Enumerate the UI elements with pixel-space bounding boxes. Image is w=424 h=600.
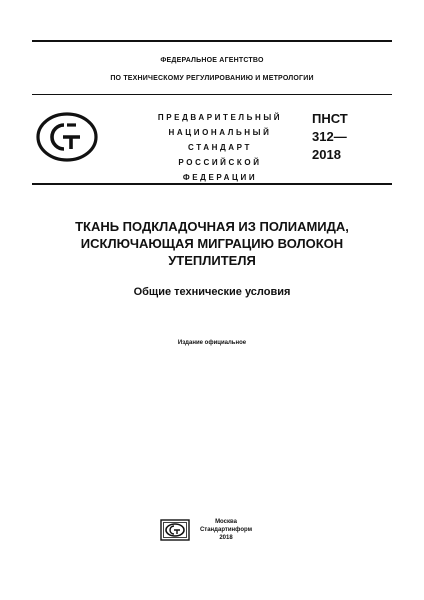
standard-type-block — [140, 110, 300, 185]
standard-type-line: ФЕДЕРАЦИИ — [182, 173, 258, 182]
agency-subtitle: ПО ТЕХНИЧЕСКОМУ РЕГУЛИРОВАНИЮ И МЕТРОЛОГИИ — [110, 75, 314, 82]
top-rule — [32, 40, 392, 42]
publisher-name: Стандартинформ — [199, 527, 253, 533]
standard-code-number: 312— — [312, 129, 347, 144]
title-line: УТЕПЛИТЕЛЯ — [168, 253, 256, 268]
standard-code-prefix: ПНСТ — [312, 111, 348, 126]
edition-note: Издание официальное — [177, 340, 247, 346]
standard-type-line: СТАНДАРТ — [188, 143, 252, 152]
title-line: ИСКЛЮЧАЮЩАЯ МИГРАЦИЮ ВОЛОКОН — [80, 236, 344, 251]
title-line: ТКАНЬ ПОДКЛАДОЧНАЯ ИЗ ПОЛИАМИДА, — [75, 219, 349, 234]
agency-name: ФЕДЕРАЛЬНОЕ АГЕНТСТВО — [160, 57, 264, 64]
document-subtitle: Общие технические условия — [133, 286, 291, 298]
gost-r-emblem-icon — [36, 112, 98, 162]
standard-code — [312, 110, 382, 164]
document-title — [20, 218, 404, 269]
standard-type-line: РОССИЙСКОЙ — [178, 158, 262, 167]
publisher-year: 2018 — [219, 535, 233, 541]
standartinform-logo-icon — [160, 519, 190, 541]
publisher-city: Москва — [215, 519, 237, 525]
standard-code-year: 2018 — [312, 147, 341, 162]
standard-type-line: ПРЕДВАРИТЕЛЬНЫЙ — [157, 113, 283, 122]
bottom-rule — [32, 183, 392, 185]
middle-rule — [32, 94, 392, 95]
standard-type-line: НАЦИОНАЛЬНЫЙ — [168, 128, 272, 137]
publisher-block — [196, 518, 256, 542]
